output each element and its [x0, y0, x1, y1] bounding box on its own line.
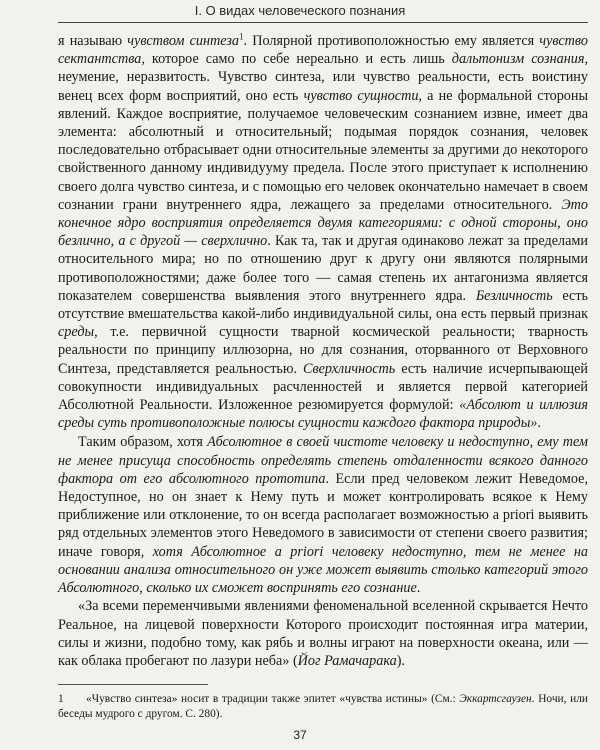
footnote-rule	[58, 684, 208, 685]
emphasis: дальтонизм сознания	[451, 51, 585, 68]
paragraph-3-quote: «За всеми переменчивыми явлениями феноменальной вселенной скрывается Нечто Реальное, на лицевой поверхности Которого происходит постоянная игра материи, силы и жизни, подобно тому, как рябь и волны играют на поверхности океана, или — как облака пробегают по лазури неба» (Йог Рамачарака).	[58, 598, 588, 669]
footnote-number: 1	[58, 693, 64, 705]
main-text	[58, 32, 588, 670]
paragraph-1: я называю чувством синтеза$^1$. Полярной противоположностью ему является чувство сектантства, которое само по себе нереально и есть лишь дальтонизм сознания, неумение, неразвитость. Чувство синтеза, или чувство реальности, есть воистину венец всех форм восприятий, оно есть чувство сущности, а не формальной стороны явлений. Каждое восприятие, получаемое человеческим сознанием извне, имеет два элемента: абсолютный и относительный; подымая порядок сознания, человек последовательно отбрасывает одни относительные элементы за другими до некоторого свойственного данному индивидууму предела. После этого приступает к исполнению своего долга чувство синтеза, и с помощью его человек окончательно намечает в своем сознании грани внутреннего ядра, лежащего за пределами относительного. Это конечное ядро восприятия определяется двумя категориями: с одной стороны, оно безлично, а с другой — сверхлично. Как та, так и другая одинаково лежат за пределами относительного мира; но по отношению друг к другу они являются полярными противоположностями; даже более того — самая степень их антагонизма является показателем совершенства выявления этого внутреннего ядра. Безличность есть отсутствие вмешательства какой-либо индивидуальной силы, она есть первый признак среды, т.е. первичной сущности тварной космической реальности; тварность реальности по принципу иллюзорна, но для сознания, оторванного от Верховного Синтеза, представляется реальностью. Сверхличность есть наличие исчерпывающей совокупности индивидуальных расчленностей и является первой категорией Абсолютной Реальности. Изложенное резюмируется формулой: «Абсолют и иллюзия среды суть противоположные полюсы сущности каждого фактора природы».	[58, 31, 589, 432]
emphasis: Это конечное ядро восприятия определяется двумя категориями: с одной стороны, оно безлично, а с другой — сверхлично	[58, 196, 588, 250]
running-head: I. О видах человеческого познания	[194, 3, 406, 18]
footnote: 1 «Чувство синтеза» носит в традиции также эпитет «чувства истины» (См.: Эккартсгаузен. Ночи, или беседы мудрого с другом. С. 280).	[58, 693, 588, 720]
paragraph-2: Таким образом, хотя Абсолютное в своей чистоте человеку и недоступно, ему тем не менее присуща способность определять степень отдаленности всякого данного фактора от его абсолютного прототипа. Если пред человеком лежит Неведомое, Недоступное, но он знает к Нему путь и может контролировать всякое к Нему приближение или отклонение, то он всегда располагает возможностью a priori выявить ряд отдельных элементов этого Неведомого в зависимости от степени своего развития; иначе говоря, хотя Абсолютное a priori человеку недоступно, тем не менее на основании анализа относительного он уже может выявить столько категорий этого Абсолютного, сколько их сможет воспринять его сознание.	[58, 434, 589, 597]
emphasis: Абсолютное в своей чистоте человеку и недоступно, ему тем не менее присуща способность определять степень отдаленности всякого данного фактора от его абсолютного прототипа	[58, 434, 588, 487]
emphasis: чувство сущности	[303, 87, 419, 104]
emphasis: Йог Рамачарака	[297, 652, 397, 669]
footnote-ref[interactable]: 1	[239, 31, 244, 42]
emphasis: Сверхличность	[303, 360, 396, 377]
emphasis: Безличность	[475, 287, 553, 304]
emphasis: среды	[58, 324, 95, 341]
emphasis: чувством синтеза	[127, 33, 240, 49]
emphasis: Эккартсгаузен	[459, 693, 532, 705]
emphasis: чувство сектантства	[58, 33, 588, 68]
page-number: 37	[293, 728, 307, 742]
emphasis: «Абсолют и иллюзия среды суть противоположные полюсы сущности каждого фактора природы»	[58, 397, 588, 432]
emphasis: хотя Абсолютное a priori человеку недоступно, тем не менее на основании анализа относительного он уже может выявить столько категорий этого Абсолютного, сколько их сможет воспринять его сознание	[58, 543, 588, 597]
header-rule	[58, 22, 588, 23]
